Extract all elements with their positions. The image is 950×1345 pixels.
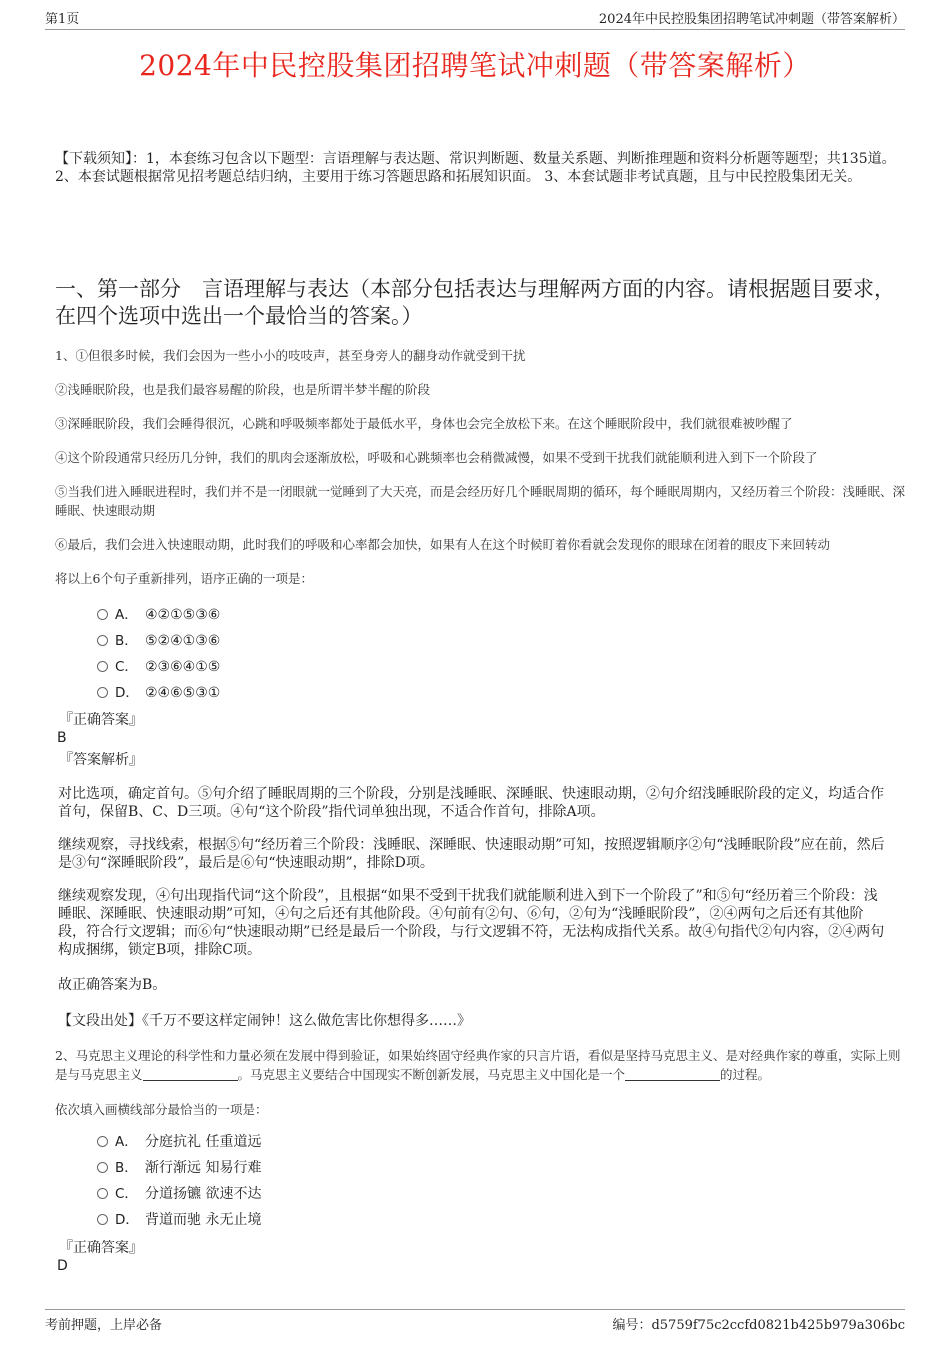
q2-stem: 2、马克思主义理论的科学性和力量必须在发展中得到验证，如果始终固守经典作家的只言片语，看似是坚持马克思主义、是对经典作家的尊重，实际上则是与马克思主义 。马克思主义要结合中国现实不断创新发展，马克思主义中国化是一个 的过程。 (55, 1048, 901, 1082)
q1-sentence-2: ②浅睡眠阶段，也是我们最容易醒的阶段，也是所谓半梦半醒的阶段 (55, 382, 431, 397)
document-title: 2024年中民控股集团招聘笔试冲刺题（带答案解析） (139, 49, 811, 82)
radio-icon[interactable] (97, 1188, 108, 1199)
q2-answer-value: D (57, 1258, 68, 1274)
q2-option-b[interactable]: B． 渐行渐远 知易行难 (97, 1159, 261, 1177)
footer-divider (45, 1309, 905, 1310)
answer-blank-1 (143, 1069, 238, 1081)
q1-analysis-conclusion: 故正确答案为B。 (58, 977, 167, 993)
q1-sentence-1: 1、①但很多时候，我们会因为一些小小的吱吱声，甚至身旁人的翻身动作就受到干扰 (55, 348, 526, 363)
radio-icon[interactable] (97, 1136, 108, 1147)
footer-slogan: 考前押题，上岸必备 (45, 1318, 163, 1333)
q1-source: 【文段出处】《千万不要这样定闹钟！这么做危害比你想得多……》 (58, 1013, 471, 1029)
q1-option-d[interactable]: D． ②④⑥⑤③① (97, 684, 220, 702)
q2-option-c[interactable]: C． 分道扬镳 欲速不达 (97, 1185, 261, 1203)
q1-option-c[interactable]: C． ②③⑥④①⑤ (97, 658, 220, 676)
radio-icon[interactable] (97, 609, 108, 620)
q1-sentence-3: ③深睡眠阶段，我们会睡得很沉，心跳和呼吸频率都处于最低水平，身体也会完全放松下来。在这个睡眠阶段中，我们就很难被吵醒了 (55, 416, 793, 431)
header-divider (45, 29, 905, 30)
q1-answer-label: 『正确答案』 (59, 712, 143, 728)
q1-sentence-5: ⑤当我们进入睡眠进程时，我们并不是一闭眼就一觉睡到了大天亮，而是会经历好几个睡眠周期的循环，每个睡眠周期内，又经历着三个阶段：浅睡眠、深睡眠、快速眼动期 (55, 484, 906, 518)
q1-prompt: 将以上6个句子重新排列，语序正确的一项是： (55, 571, 313, 586)
q2-prompt: 依次填入画横线部分最恰当的一项是： (55, 1102, 268, 1117)
q1-answer-value: B (57, 730, 67, 746)
q1-analysis-paragraph-1: 对比选项，确定首句。⑤句介绍了睡眠周期的三个阶段，分别是浅睡眠、深睡眠、快速眼动期，②句介绍浅睡眠阶段的定义，均适合作首句，保留B、C、D三项。④句“这个阶段”指代词单独出现，不适合作首句，排除A项。 (58, 786, 884, 820)
q1-option-a[interactable]: A． ④②①⑤③⑥ (97, 606, 220, 624)
radio-icon[interactable] (97, 1162, 108, 1173)
q1-sentence-4: ④这个阶段通常只经历几分钟，我们的肌肉会逐渐放松，呼吸和心跳频率也会稍微减慢，如果不受到干扰我们就能顺利进入到下一个阶段了 (55, 450, 818, 465)
q1-option-b[interactable]: B． ⑤②④①③⑥ (97, 632, 220, 650)
section-heading: 一、第一部分 言语理解与表达（本部分包括表达与理解两方面的内容。请根据题目要求，在四个选项中选出一个最恰当的答案。） (55, 277, 895, 328)
q2-answer-label: 『正确答案』 (59, 1240, 143, 1256)
download-notice: 【下载须知】：1，本套练习包含以下题型：言语理解与表达题、常识判断题、数量关系题、判断推理题和资料分析题等题型；共135道。 2、本套试题根据常见招考题总结归纳，主要用于练习答题思路和拓展知识面。 3、本套试题非考试真题，且与中民控股集团无关。 (55, 151, 896, 185)
radio-icon[interactable] (97, 687, 108, 698)
q1-sentence-6: ⑥最后，我们会进入快速眼动期，此时我们的呼吸和心率都会加快，如果有人在这个时候盯着你看就会发现你的眼球在闭着的眼皮下来回转动 (55, 537, 831, 552)
header-doc-title: 2024年中民控股集团招聘笔试冲刺题（带答案解析） (598, 12, 905, 27)
page-number: 第1页 (45, 12, 80, 27)
page-footer (45, 1314, 905, 1332)
answer-blank-2 (625, 1069, 720, 1081)
q2-option-a[interactable]: A． 分庭抗礼 任重道远 (97, 1133, 261, 1151)
radio-icon[interactable] (97, 1214, 108, 1225)
radio-icon[interactable] (97, 661, 108, 672)
q2-option-d[interactable]: D． 背道而驰 永无止境 (97, 1211, 261, 1229)
radio-icon[interactable] (97, 635, 108, 646)
q1-analysis-label: 『答案解析』 (59, 752, 143, 768)
footer-doc-id: 编号：d5759f75c2ccfd0821b425b979a306bc (612, 1318, 905, 1333)
q1-analysis-paragraph-3: 继续观察发现，④句出现指代词“这个阶段”，且根据“如果不受到干扰我们就能顺利进入到下一个阶段了”和⑤句“经历着三个阶段：浅睡眠、深睡眠、快速眼动期”可知，④句之后还有其他阶段。④句前有②句、⑥句，②句为“浅睡眠阶段”，②④两句之后还有其他阶段，符合行文逻辑；而⑥句“快速眼动期”已经是最后一个阶段，与行文逻辑不符，无法构成指代关系。故④句指代②句内容，②④两句构成捆绑，锁定B项，排除C项。 (58, 888, 885, 958)
q1-analysis-paragraph-2: 继续观察，寻找线索，根据⑤句“经历着三个阶段：浅睡眠、深睡眠、快速眼动期”可知，按照逻辑顺序②句“浅睡眠阶段”应在前，然后是③句“深睡眠阶段”，最后是⑥句“快速眼动期”，排除D项。 (58, 837, 885, 871)
